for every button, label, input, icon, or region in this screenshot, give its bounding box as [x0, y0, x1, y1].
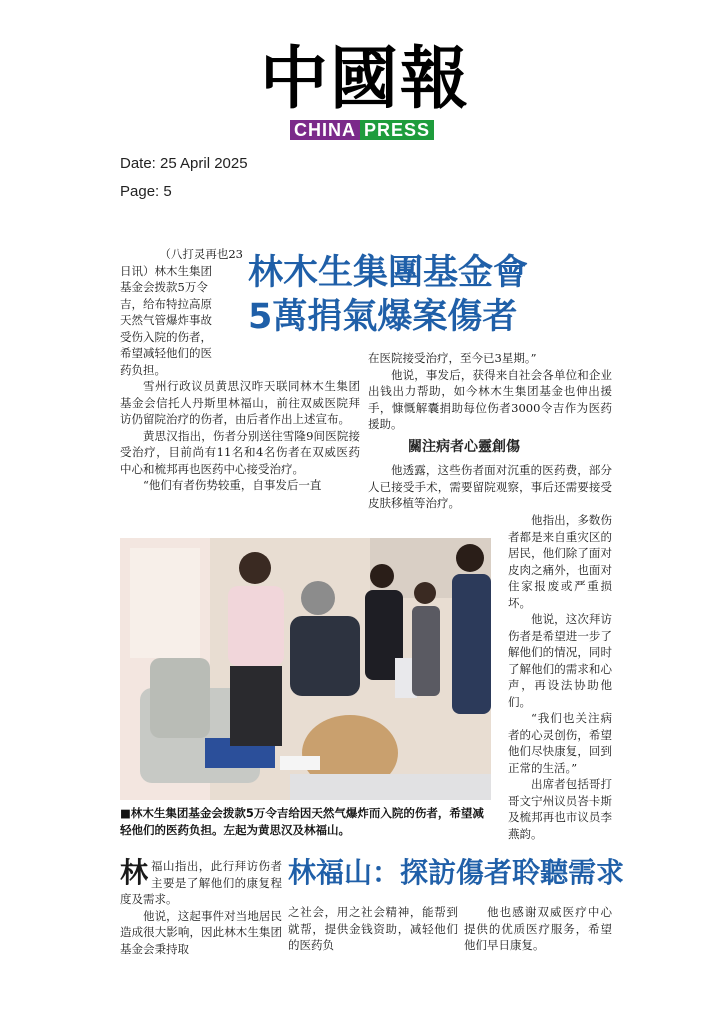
- paragraph: 他说，这起事件对当地居民造成很大影响，因此林木生集团基金会秉持取: [120, 908, 282, 956]
- paragraph: 雪州行政议员黄思汉昨天联同林木生集团基金会信托人丹斯里林福山，前往双威医院拜访仍留院治疗的伤者，由后者作出上述宣布。: [120, 379, 360, 426]
- drop-cap: 林: [120, 856, 149, 889]
- article2-column-1: [120, 858, 282, 957]
- paragraph: 黄思汉指出，伤者分别送往雪隆9间医院接受治疗，目前尚有11名和4名伤者在双威医药中心和梳邦再也医药中心接受治疗。: [120, 428, 360, 476]
- article-column-3: [508, 512, 612, 842]
- paragraph: [120, 858, 282, 908]
- page-label: Page: 5: [120, 183, 172, 200]
- masthead-logo-english: [252, 120, 472, 140]
- paragraph: 他指出，多数伤者都是来自重灾区的居民，他们除了面对皮肉之痛外，也面对住家报废或严重损坏。: [508, 513, 612, 610]
- article-column-1: [120, 378, 360, 494]
- masthead-logo-chinese: 中國報: [259, 39, 470, 119]
- intro-line: 药负担。: [120, 362, 166, 377]
- article2-headline: 林福山：探訪傷者聆聽需求: [288, 856, 625, 889]
- masthead-china: CHINA: [290, 120, 360, 140]
- date-label: Date: 25 April 2025: [120, 155, 248, 172]
- paragraph: 在医院接受治疗，至今已3星期。”: [368, 351, 537, 365]
- article-column-2: [368, 350, 612, 433]
- intro-line: 天然气管爆炸事故: [120, 313, 212, 327]
- section-title: 關注病者心靈創傷: [408, 439, 520, 455]
- intro-line: （八打灵再也23: [159, 247, 243, 261]
- intro-line: 基金会拨款5万令: [120, 280, 208, 294]
- paragraph: 之社会，用之社会精神，能帮到就帮，提供金钱资助，减轻他们的医药负: [288, 905, 458, 952]
- paragraph: “我们也关注病者的心灵创伤，希望他们尽快康复，回到正常的生活。”: [508, 711, 612, 775]
- paragraph: 他说，这次拜访伤者是希望进一步了解他们的情况，同时了解他们的需求和心声，再设法协助他们。: [508, 612, 612, 709]
- masthead-press: PRESS: [360, 120, 434, 140]
- intro-line: 日讯）林木生集团: [120, 263, 212, 278]
- intro-line: 吉，给布特拉高原: [120, 296, 212, 311]
- paragraph-text: 福山指出，此行拜访伤者主要是了解他们的康复程度及需求。: [120, 859, 282, 906]
- paragraph: 出席者包括哥打哥文宁州议员峇卡斯及梳邦再也市议员李燕韵。: [508, 777, 612, 841]
- headline-line1: 林木生集團基金會: [248, 253, 529, 293]
- article-intro: [120, 246, 243, 378]
- article2-column-2: [288, 904, 458, 954]
- photo-caption: ■林木生集团基金会拨款5万令吉给因天然气爆炸而入院的伤者，希望减轻他们的医药负担。左起为黄思汉及林福山。: [120, 806, 484, 837]
- headline-line2: 5萬捐氣爆案傷者: [248, 297, 518, 337]
- paragraph: “他们有者伤势较重，自事发后一直: [143, 478, 322, 492]
- intro-line: 受伤入院的伤者，: [120, 329, 212, 344]
- paragraph: 他透露，这些伤者面对沉重的医药费，部分人已接受手术，需要留院观察，事后还需要接受皮肤移植等治疗。: [368, 463, 612, 510]
- paragraph: 他也感谢双威医疗中心提供的优质医疗服务，希望他们早日康复。: [464, 905, 612, 952]
- paragraph: 他说，事发后，获得来自社会各单位和企业出钱出力帮助，如今林木生集团基金也伸出援手，慷慨解囊捐助每位伤者3000令吉作为医药援助。: [368, 367, 612, 431]
- intro-line: 希望减轻他们的医: [120, 346, 212, 360]
- photo-illustration: [120, 538, 491, 800]
- article2-column-3: [464, 904, 612, 954]
- article-column-2b: [368, 462, 612, 512]
- news-photo: [120, 538, 491, 800]
